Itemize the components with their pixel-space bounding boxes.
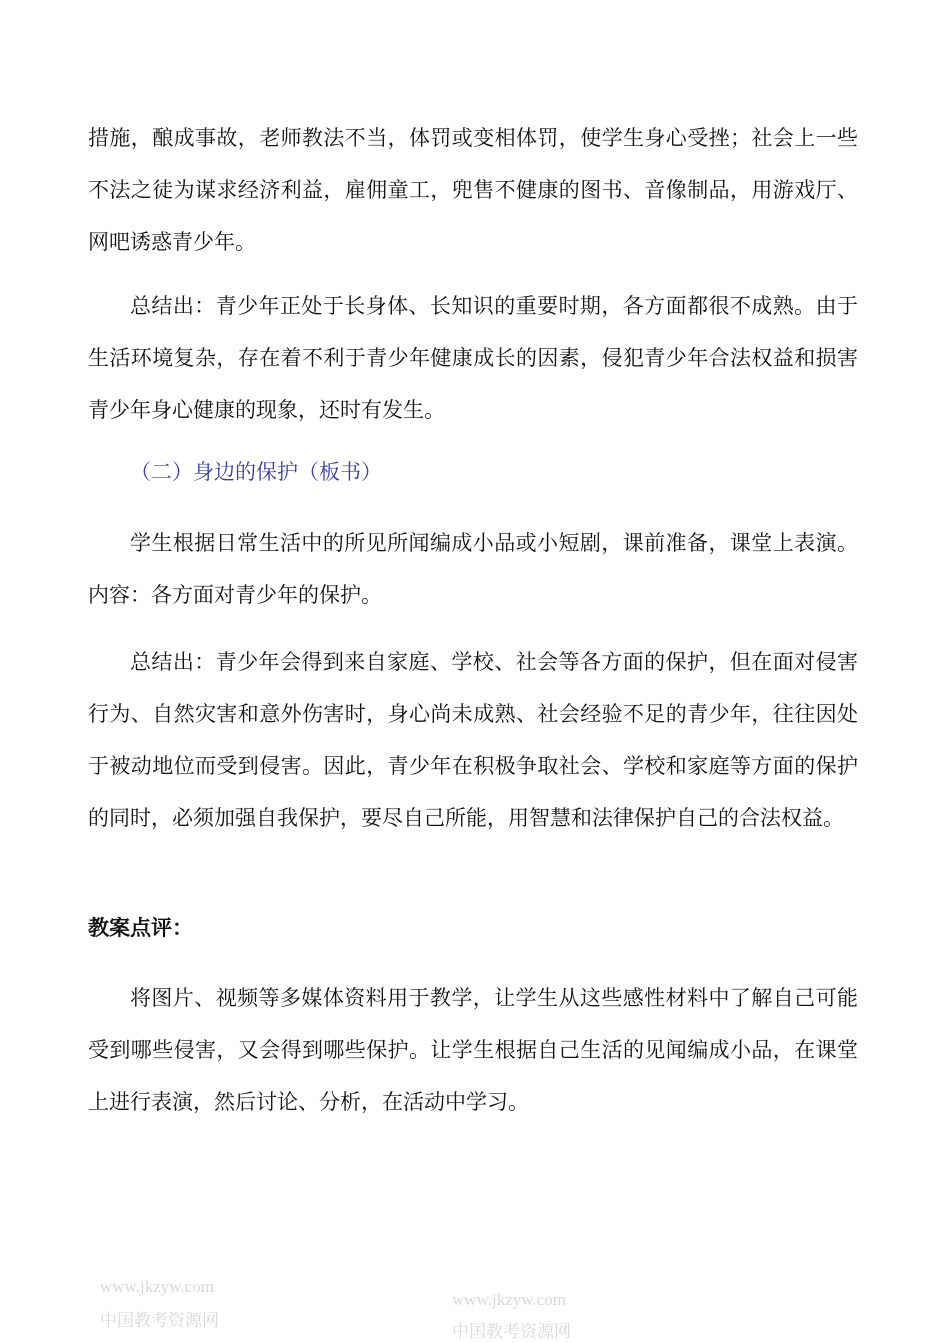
watermark-left-url: www.jkzyw.com: [100, 1277, 214, 1296]
watermark-right-name: 中国教考资源网: [452, 1322, 571, 1341]
paragraph-2: 总结出：青少年正处于长身体、长知识的重要时期，各方面都很不成熟。由于生活环境复杂，存在着不利于青少年健康成长的因素，侵犯青少年合法权益和损害青少年身心健康的现象，还时有发生。: [88, 294, 858, 422]
watermark-right-url: www.jkzyw.com: [452, 1290, 566, 1309]
paragraph-5: 将图片、视频等多媒体资料用于教学，让学生从这些感性材料中了解自己可能受到哪些侵害，又会得到哪些保护。让学生根据自己生活的见闻编成小品，在课堂上进行表演，然后讨论、分析，在活动中学习。: [88, 986, 858, 1114]
review-heading: 教案点评：: [88, 916, 193, 940]
paragraph-3: 学生根据日常生活中的所见所闻编成小品或小短剧，课前准备，课堂上表演。内容：各方面对青少年的保护。: [88, 531, 858, 607]
section-heading: （二）身边的保护（板书）: [130, 460, 382, 484]
paragraph-4: 总结出：青少年会得到来自家庭、学校、社会等各方面的保护，但在面对侵害行为、自然灾害和意外伤害时，身心尚未成熟、社会经验不足的青少年，往往因处于被动地位而受到侵害。因此，青少年在积极争取社会、学校和家庭等方面的保护的同时，必须加强自我保护，要尽自己所能，用智慧和法律保护自己的合法权益。: [88, 650, 858, 830]
paragraph-1: 措施，酿成事故，老师教法不当，体罚或变相体罚，使学生身心受挫；社会上一些不法之徒为谋求经济利益，雇佣童工，兜售不健康的图书、音像制品，用游戏厅、网吧诱惑青少年。: [88, 126, 858, 254]
watermark-left-name: 中国教考资源网: [100, 1311, 219, 1330]
